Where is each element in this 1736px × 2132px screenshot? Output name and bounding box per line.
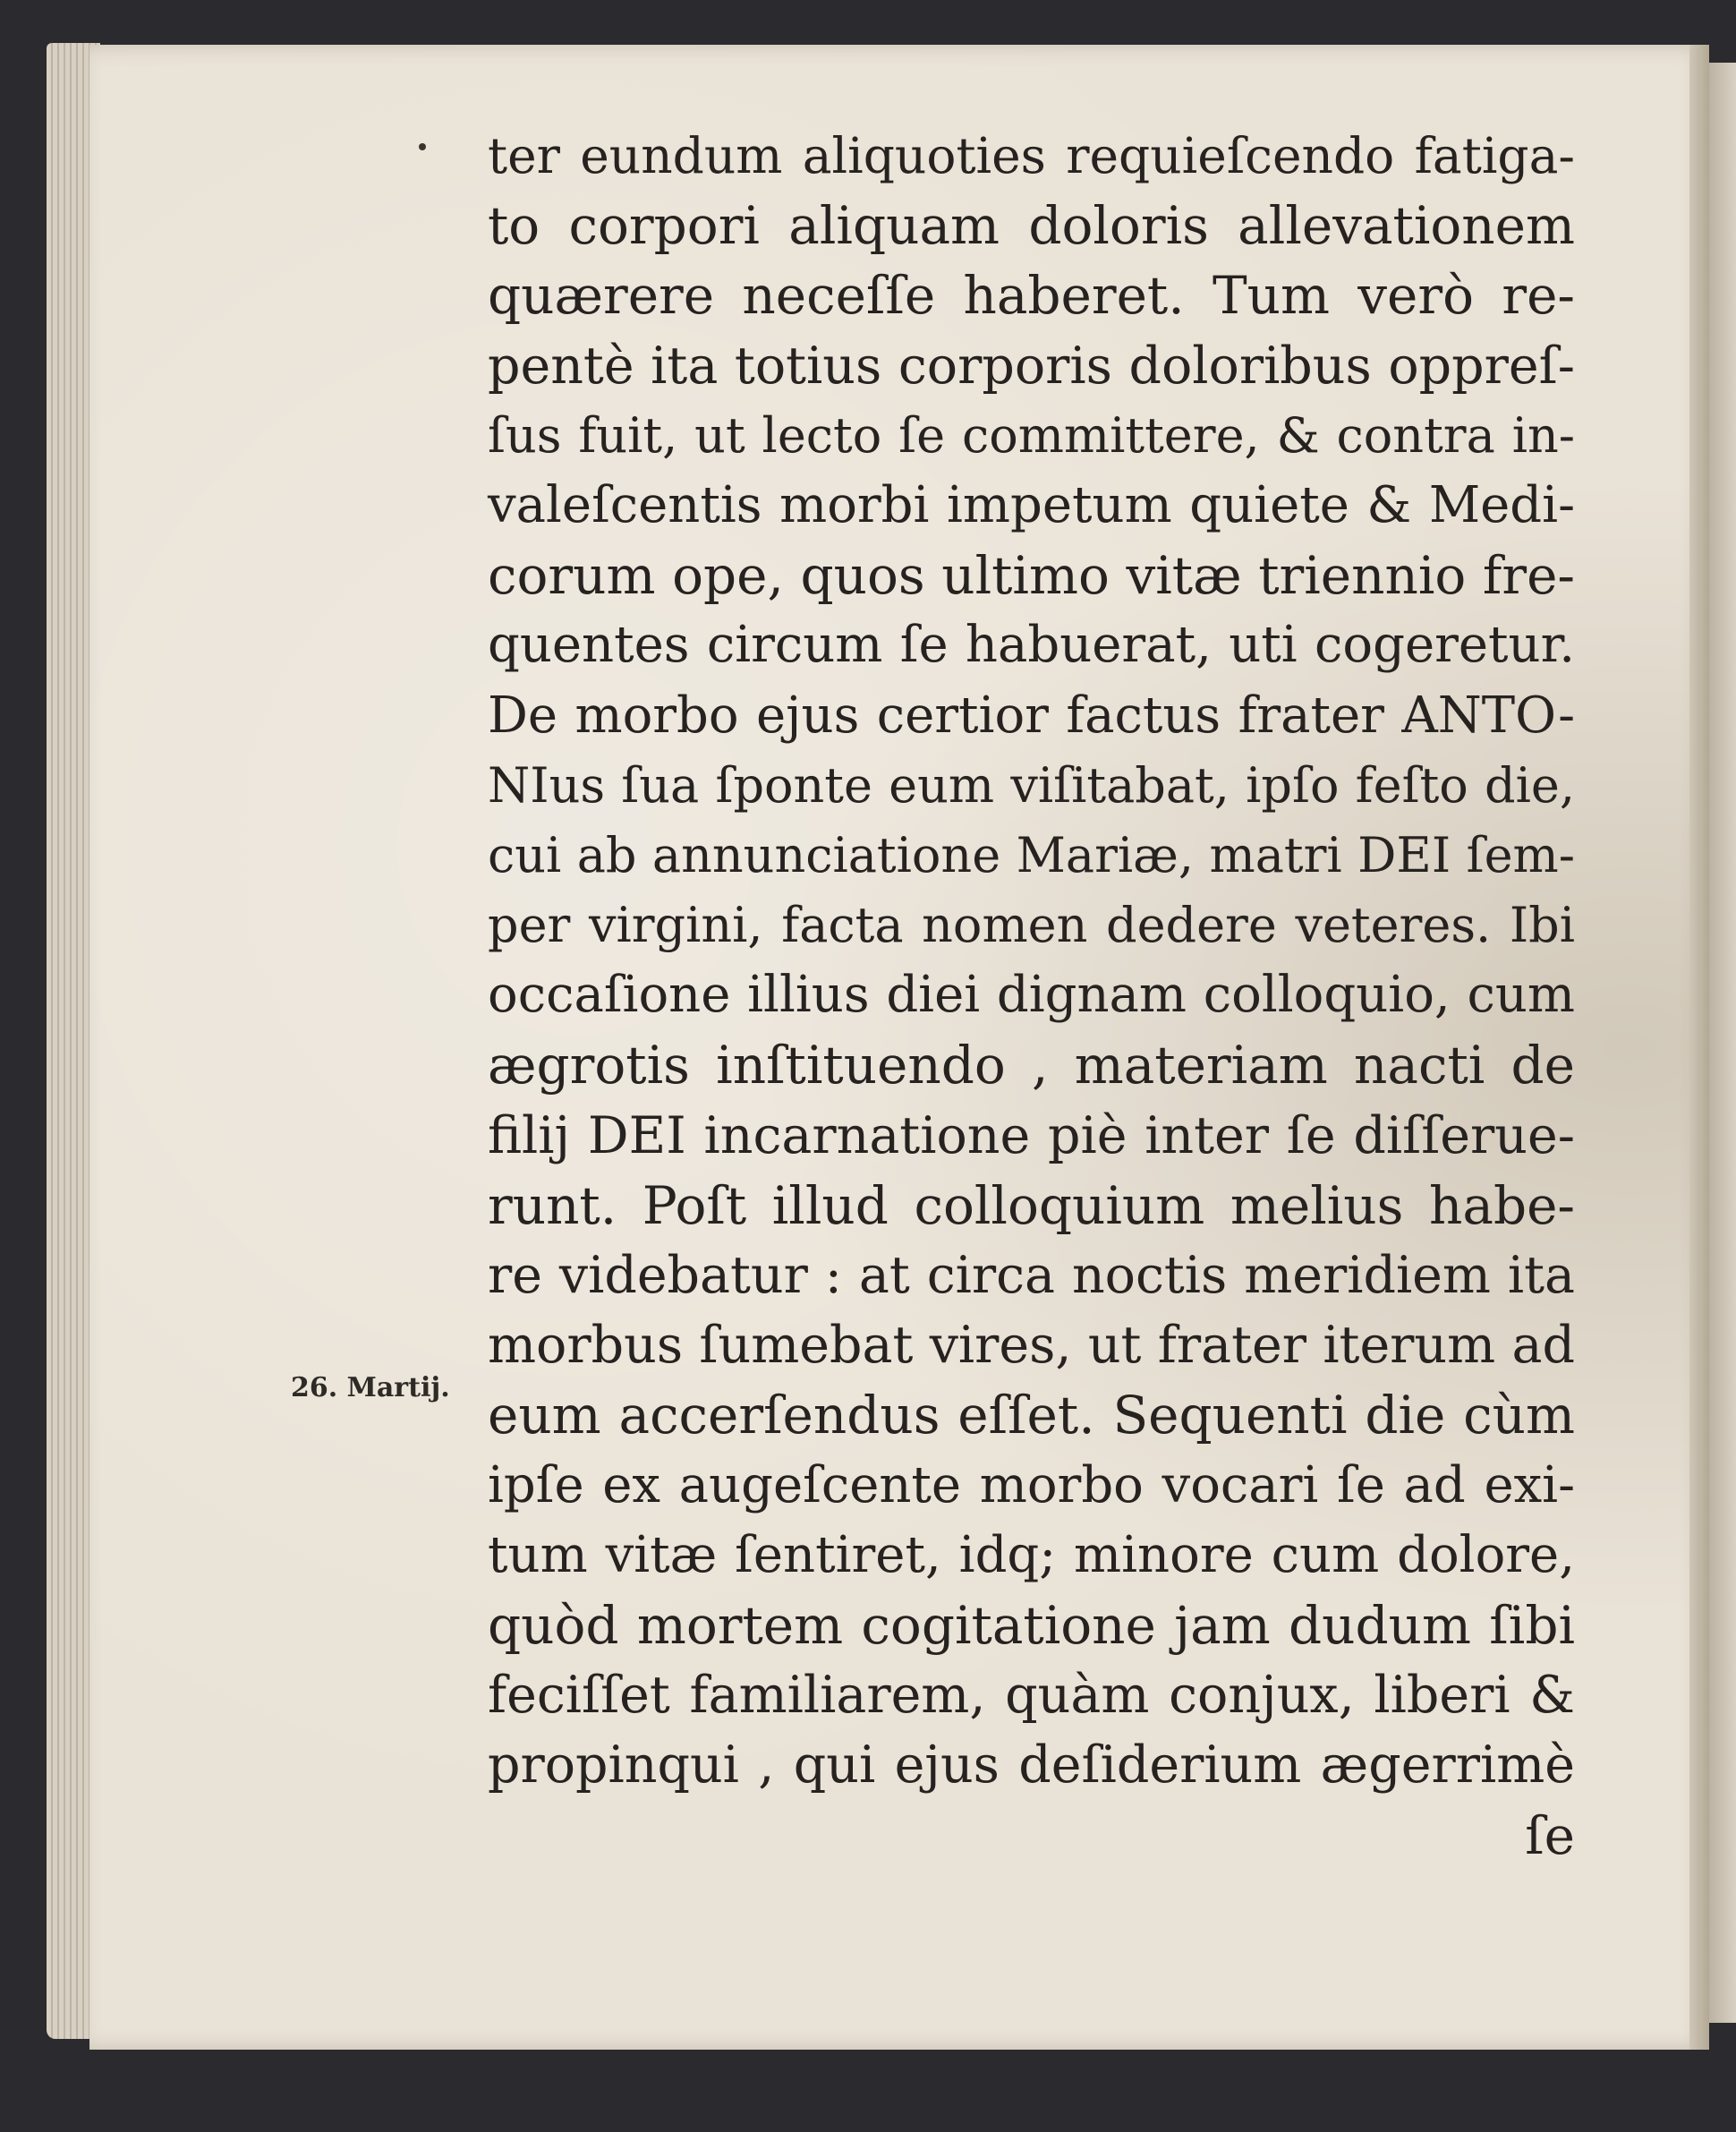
text-line: runt. Poſt illud colloquium melius habe- [488,1174,1575,1236]
text-line: per virgini, facta nomen dedere veteres. Ibi [488,897,1575,954]
text-line: occaſione illius diei dignam colloquio, cum [488,966,1575,1025]
facing-page-edge [1705,63,1736,2023]
text-line: to corpori aliquam doloris allevationem [488,195,1575,257]
text-line: De morbo ejus certior factus frater ANTO- [488,686,1575,745]
text-line: morbus ſumebat vires, ut frater iterum ad [488,1316,1575,1376]
text-line: quòd mortem cogitatione jam dudum ſibi [488,1594,1575,1656]
text-line: eum accerſendus eſſet. Sequenti die cùm [488,1385,1575,1446]
ink-dot [419,143,426,150]
margin-date-note: 26. Martij. [291,1372,450,1403]
catchword: ſe [1525,1804,1575,1866]
text-line: filij DEI incarnatione piè inter ſe diſſerue- [488,1105,1575,1165]
text-line: feciſſet familiarem, quàm conjux, liberi & [488,1666,1575,1726]
text-line: quærere neceſſe haberet. Tum verò re- [488,265,1575,327]
page-gutter [1689,45,1709,2050]
body-text [488,121,1575,1871]
text-line: tum vitæ ſentiret, idq; minore cum dolore, [488,1525,1575,1584]
text-line: quentes circum ſe habuerat, uti cogeretur. [488,616,1575,675]
text-line: ægrotis inſtituendo , materiam nacti de [488,1035,1575,1096]
text-line: pentè ita totius corporis doloribus oppreſ- [488,336,1575,396]
text-line: NIus ſua ſponte eum viſitabat, ipſo feſto die, [488,756,1575,814]
text-line: corum ope, quos ultimo vitæ triennio fre- [488,545,1575,607]
text-line: ipſe ex augeſcente morbo vocari ſe ad exi- [488,1455,1575,1514]
text-line: ter eundum aliquoties requieſcendo fatiga- [488,127,1575,184]
text-line: propinqui , qui ejus deſiderium ægerrimè [488,1735,1575,1795]
text-line: cui ab annunciatione Mariæ, matri DEI ſem- [488,826,1575,883]
text-line: ſus fuit, ut lecto ſe committere, & contra in- [488,406,1575,464]
text-line: re videbatur : at circa noctis meridiem ita [488,1246,1575,1305]
text-line: valeſcentis morbi impetum quiete & Medi- [488,475,1575,534]
